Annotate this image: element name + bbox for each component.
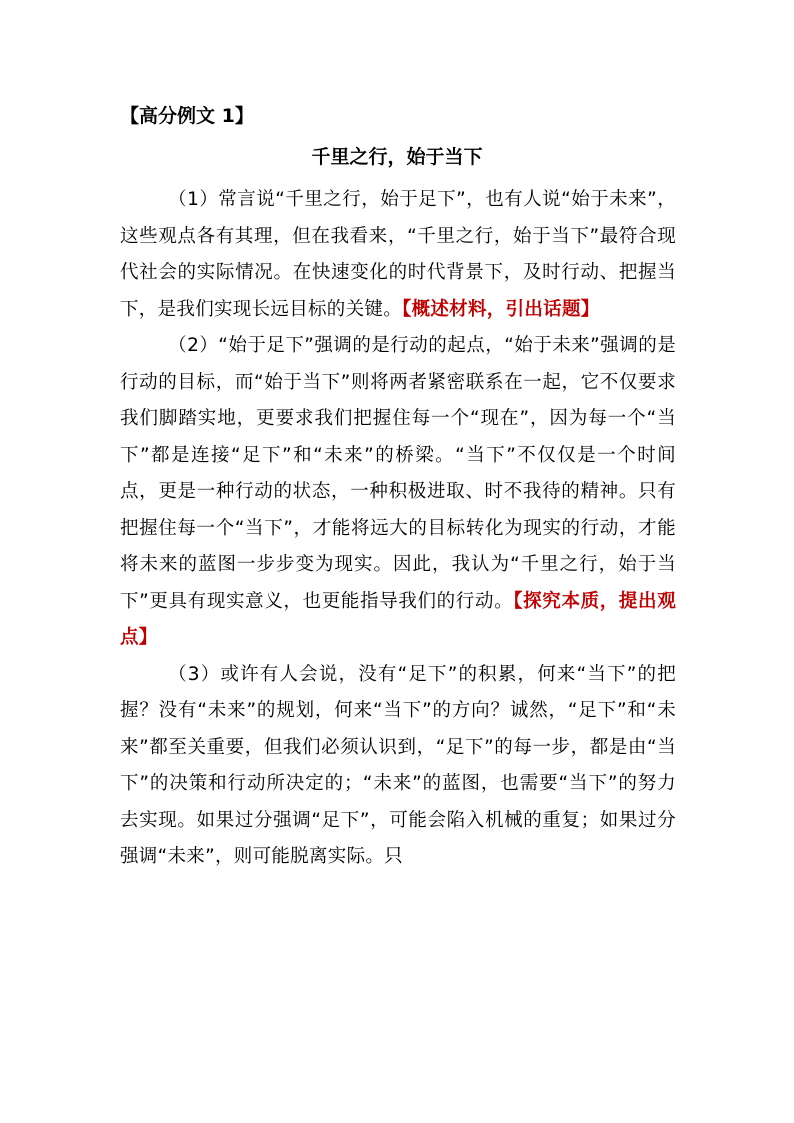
paragraph-1-annotation: 【概述材料，引出话题】 [402,298,600,320]
paragraph-2-text: （2）“始于足下”强调的是行动的起点，“始于未来”强调的是行动的目标，而“始于当下”则将两者紧密联系在一起，它不仅要求我们脚踏实地，更要求我们把握住每一个“现在”，因为每一个“当下”都是连接“足下”和“未来”的桥梁。“当下”不仅仅是一个时间点，更是一种行动的状态，一种积极进取、时不我待的精神。只有把握住每一个“当下”，才能将远大的目标转化为现实的行动，才能将未来的蓝图一步步变为现实。因此，我认为“千里之行，始于当下”更具有现实意义，也更能指导我们的行动。 [120,335,676,612]
paragraph-2-annotation: 【探究本质，提出观点】 [120,590,677,648]
essay-title: 千里之行，始于当下 [311,146,483,168]
paragraph-1-text: （1）常言说“千里之行，始于足下”，也有人说“始于未来”，这些观点各有其理，但在我看来，“千里之行，始于当下”最符合现代社会的实际情况。在快速变化的时代背景下，及时行动、把握当下，是我们实现长远目标的关键。 [120,189,676,320]
essay-body [120,182,676,876]
paragraph-1 [120,182,676,328]
paragraph-3-text: （3）或许有人会说，没有“足下”的积累，何来“当下”的把握？没有“未来”的规划，何来“当下”的方向？诚然，“足下”和“未来”都至关重要，但我们必须认识到，“足下”的每一步，都是由“当下”的决策和行动所决定的；“未来”的蓝图，也需要“当下”的努力去实现。如果过分强调“足下”，可能会陷入机械的重复；如果过分强调“未来”，则可能脱离实际。只 [120,663,676,867]
paragraph-2 [120,328,676,657]
essay-heading: 【高分例文 1】 [120,105,254,127]
paragraph-3 [120,657,676,876]
